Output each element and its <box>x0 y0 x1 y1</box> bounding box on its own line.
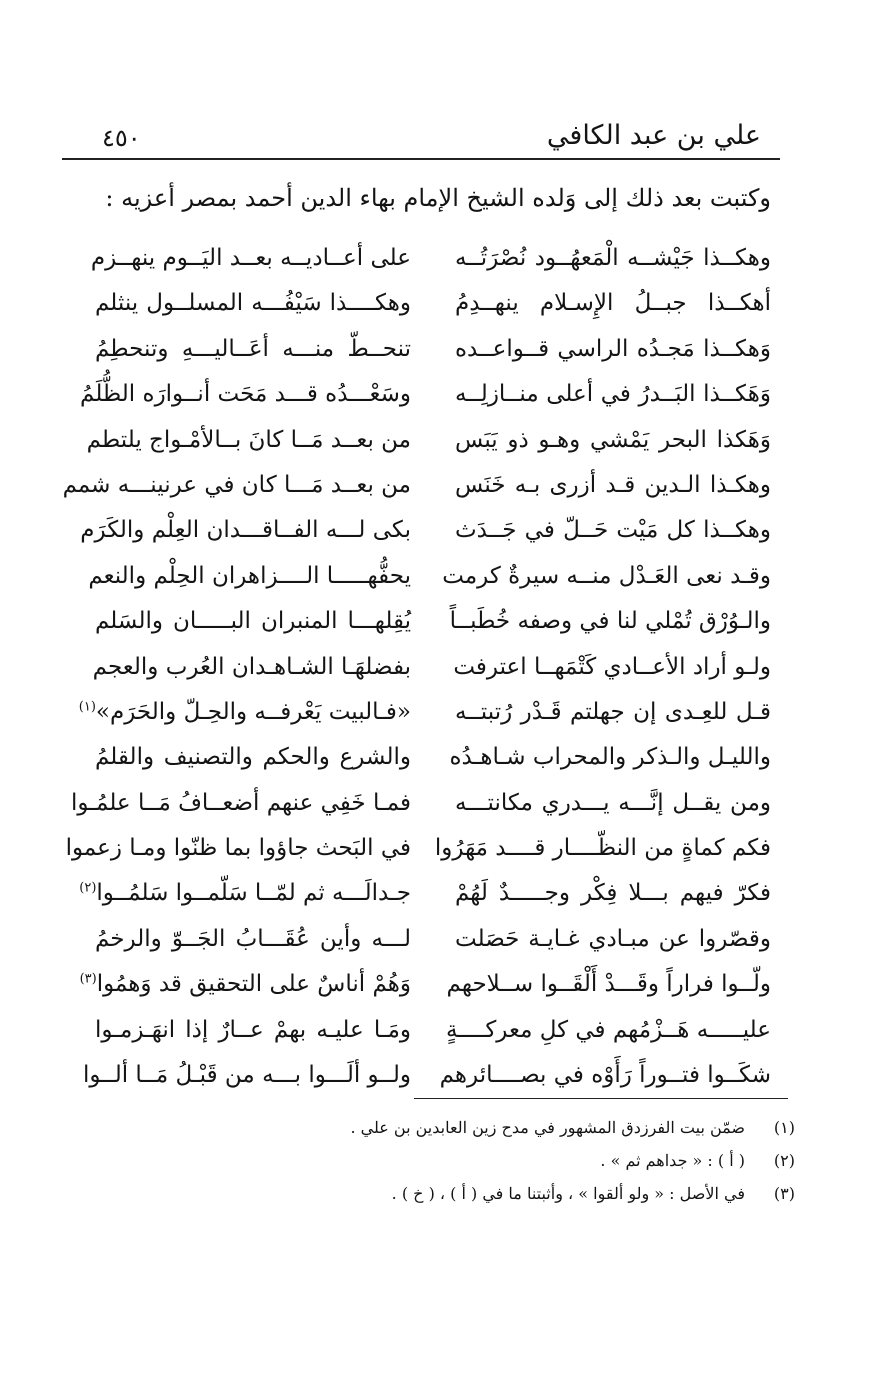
verse-second-hemistich <box>90 238 411 278</box>
verse-second-hemistich <box>86 420 411 460</box>
hemistich-text: من بعــد مَــا كانَ بــالأمْـواج يلتطم <box>86 426 411 453</box>
hemistich-text: والشرع والحكم والتصنيف والقلمُ <box>95 744 411 771</box>
verse-line <box>95 919 771 964</box>
verse-first-hemistich: ولـو أراد الأعــادي كَتْمَهــا اعترفت <box>453 653 771 680</box>
verse-first-hemistich: وهكـذا الـدين قـد أزرى بـه خَنَس <box>455 471 771 498</box>
verse-first-hemistich: وَهَكــذا البَــدرُ في أعلى منــازلِــه <box>455 381 771 408</box>
footnote-item <box>60 1118 795 1151</box>
hemistich-text: من بعــد مَـــا كان في عرنينـــه شمم <box>62 471 411 498</box>
hemistich-text: بكى لـــه الفــاقـــدان العِلْم والكَرَم <box>80 517 411 544</box>
verse-second-hemistich <box>82 1055 411 1095</box>
verse-line <box>95 283 771 328</box>
verse-line <box>82 1055 771 1100</box>
verse-second-hemistich <box>71 783 411 823</box>
hemistich-text: يحفُّهـــــا الــــزاهران الحِلْم والنعم <box>88 562 411 589</box>
verse-line <box>71 783 771 828</box>
footnote-item <box>60 1184 795 1217</box>
verse-line <box>95 329 771 374</box>
verse-second-hemistich <box>88 556 411 596</box>
verse-line <box>79 964 771 1009</box>
verse-second-hemistich <box>80 374 411 414</box>
verse-first-hemistich: شكَــوا فتــوراً رَأَوْه في بصــــائرهم <box>439 1062 771 1089</box>
hemistich-text: يُقِلهـــا المنبران البـــــان والسَلم <box>95 608 411 635</box>
hemistich-text: فمـا خَفِي عنهم أضعــافُ مَــا علمُـوا <box>71 789 411 816</box>
verse-second-hemistich <box>95 1010 411 1050</box>
hemistich-text: تنحــطّ منـــه أعَــاليـــهِ وتنحطِمُ <box>95 335 411 362</box>
verse-first-hemistich: وهكــذا كل مَيْت حَــلّ في جَــدَث <box>455 517 771 544</box>
verse-first-hemistich: فكم كماةٍ من النظّــــار قــــد مَهَرُوا <box>434 835 771 862</box>
verse-second-hemistich <box>79 964 411 1004</box>
footnote-reference: (٣) <box>79 971 97 987</box>
verse-line <box>95 737 771 782</box>
verse-second-hemistich <box>92 647 411 687</box>
footnote-number: (١) <box>773 1118 795 1137</box>
footnote-reference: (٢) <box>79 880 97 896</box>
verse-first-hemistich: والـوُرْق تُمْلي لنا في وصفه خُطَبــاً <box>449 608 771 635</box>
running-header-title: علي بن عبد الكافي <box>546 120 761 151</box>
hemistich-text: جـدالَـــه ثم لمّــا سَلّمــوا سَلمُــوا <box>96 880 411 907</box>
verse-line <box>95 1010 771 1055</box>
footnote-number: (٣) <box>773 1184 795 1203</box>
verse-line <box>62 465 771 510</box>
verse-first-hemistich: وهكــذا جَيْشــه الْمَعهُــود نُصْرَتُــه <box>455 245 771 271</box>
footnotes <box>60 1118 795 1217</box>
verse-second-hemistich <box>65 828 411 868</box>
hemistich-text: على أعــاديــه بعــد اليَــوم ينهــزم <box>90 245 411 271</box>
verse-line <box>65 828 771 873</box>
header-divider <box>62 158 780 160</box>
hemistich-text: وهكــــذا سَيْفُـــه المسلــول ينثلم <box>95 290 411 317</box>
intro-paragraph: وكتبت بعد ذلك إلى وَلده الشيخ الإمام بهاء الدين أحمد بمصر أعزيه : <box>105 184 771 212</box>
verse-first-hemistich: والليـل والـذكر والمحراب شـاهـدُه <box>449 744 771 771</box>
hemistich-text: بفضلهَـا الشـاهـدان العُرب والعجم <box>92 653 411 680</box>
poem <box>62 238 771 1100</box>
verse-line <box>79 873 771 918</box>
verse-second-hemistich <box>95 919 411 959</box>
verse-line <box>90 238 771 283</box>
verse-line <box>78 692 771 737</box>
verse-line <box>80 510 771 555</box>
verse-first-hemistich: أهكــذا جبــلُ الإِسـلام ينهــدِمُ <box>455 290 771 317</box>
verse-second-hemistich <box>79 873 411 913</box>
verse-line <box>80 374 771 419</box>
verse-second-hemistich <box>95 737 411 777</box>
footnote-divider <box>414 1098 788 1099</box>
verse-first-hemistich: وقـد نعى العَـدْل منــه سيرةٌ كرمت <box>442 562 771 589</box>
verse-first-hemistich: وَهَكذا البحر يَمْشي وهـو ذو يَبَس <box>455 426 771 453</box>
footnote-item <box>60 1151 795 1184</box>
footnote-reference: (١) <box>78 699 96 715</box>
verse-line <box>88 556 771 601</box>
hemistich-text: ومَـا عليـه بهمْ عــارٌ إذا انهَـزمـوا <box>95 1016 411 1043</box>
footnote-text: ضمّن بيت الفرزدق المشهور في مدح زين العابدين بن علي . <box>350 1118 745 1137</box>
verse-first-hemistich: فكرّ فيهم بـــلا فِكْر وجـــــدٌ لَهُمْ <box>455 880 771 907</box>
footnote-number: (٢) <box>773 1151 795 1170</box>
hemistich-text: وَهُمْ أناسٌ على التحقيق قد وَهمُوا <box>96 971 411 998</box>
verse-line <box>92 647 771 692</box>
verse-second-hemistich <box>78 692 411 732</box>
verse-first-hemistich: ومن يقــل إنَّـــه يـــدري مكانتـــه <box>455 789 771 816</box>
verse-first-hemistich: وَهكــذا مَجـدُه الراسي قــواعــده <box>455 335 771 362</box>
verse-first-hemistich: ولّــوا فراراً وقَـــدْ أَلْقَــوا ســلاحهم <box>446 971 771 998</box>
verse-second-hemistich <box>95 601 411 641</box>
page-number: ٤٥٠ <box>102 124 141 152</box>
verse-second-hemistich <box>95 329 411 369</box>
hemistich-text: وسَعْـــدُه قـــد مَحَت أنــوارَه الظُّلَمُ <box>80 381 411 408</box>
verse-second-hemistich <box>95 283 411 323</box>
hemistich-text: «فـالبيت يَعْرفــه والحِـلّ والحَرَم» <box>95 698 411 725</box>
hemistich-text: ولــو ألَـــوا بـــه من قَبْـلُ مَــا ألــوا <box>82 1062 411 1089</box>
verse-first-hemistich: عليـــــه هَــزْمُهم في كلِ معركــــةٍ <box>446 1016 771 1043</box>
verse-line <box>95 601 771 646</box>
verse-first-hemistich: قـل للعِـدى إن جهلتم قَـدْر رُتبتــه <box>455 698 771 725</box>
hemistich-text: في البَحث جاؤوا بما ظنّوا ومـا زعموا <box>65 835 411 862</box>
verse-second-hemistich <box>80 510 411 550</box>
verse-second-hemistich <box>62 465 411 505</box>
footnote-text: في الأصل : « ولو ألقوا » ، وأثبتنا ما في ( أ ) ، ( خ ) . <box>391 1184 745 1203</box>
verse-line <box>86 420 771 465</box>
verse-first-hemistich: وقصّروا عن مبـادي غـايـة حَصَلت <box>455 925 771 952</box>
footnote-text: ( أ ) : « جداهم ثم » . <box>600 1151 745 1170</box>
hemistich-text: لـــه وأين عُقَـــابُ الجَــوّ والرخمُ <box>95 925 411 952</box>
